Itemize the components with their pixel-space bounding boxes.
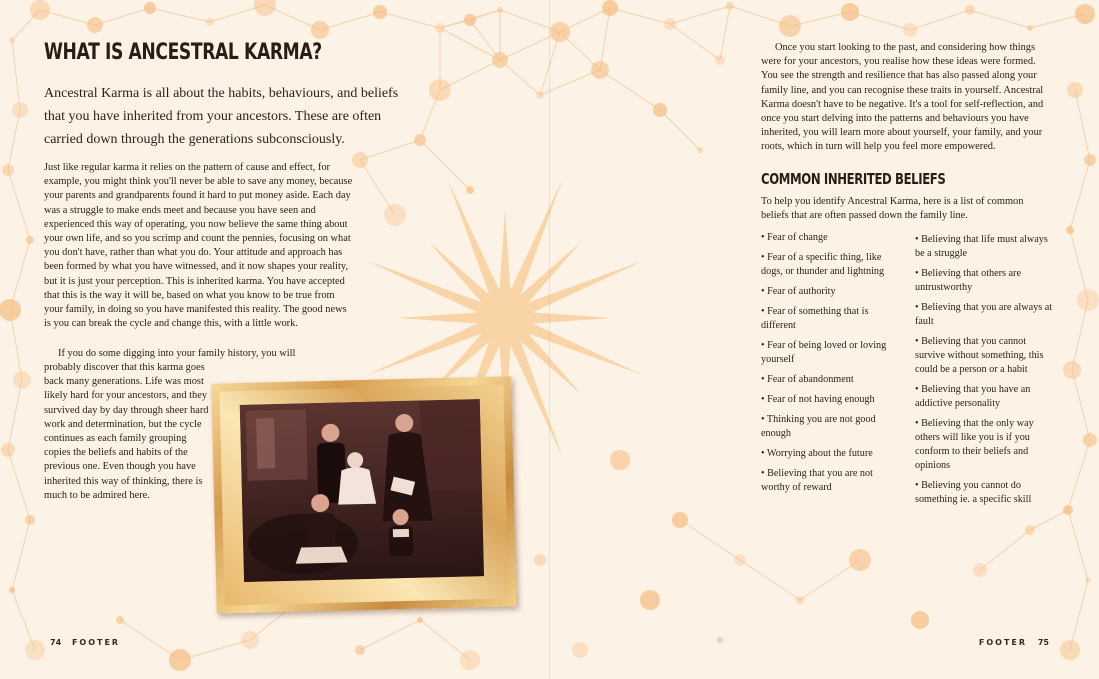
page-number-right: 75 [1037, 638, 1049, 647]
list-item: • Fear of something that is different [761, 306, 869, 331]
body-paragraph-2-start: If you do some digging into your family history, you will [58, 348, 296, 359]
page-number-left: 74 [50, 638, 62, 647]
beliefs-intro: To help you identify Ancestral Karma, here is a list of common beliefs that are often passed down the family line. [761, 196, 1024, 222]
list-item: • Believing that others are untrustworthy [915, 268, 1021, 293]
list-item: • Fear of authority [761, 286, 836, 297]
intro-paragraph: Ancestral Karma is all about the habits, behaviours, and beliefs that you have inherited from your ancestors. These are often carried down through the generations subconsciously. [44, 86, 399, 147]
list-item: • Believing that the only way others will like you is if you conform to their beliefs and opinions [915, 418, 1034, 471]
list-item: • Fear of being loved or loving yourself [761, 340, 887, 365]
footer-right [979, 638, 1055, 647]
section-heading: COMMON INHERITED BELIEFS [761, 170, 946, 188]
list-item: • Believing that you are always at fault [915, 302, 1053, 327]
right-body-paragraph: Once you start looking to the past, and considering how things were for your ancestors, you realise how these ideas were formed. You see the strength and resilience that has also passed along your family line, and you can recognise these traits in yourself. Ancestral Karma doesn't have to be negative. It's a tool for self-reflection, and once you start delving into the patterns and behaviours you have inherited, you will learn more about yourself, your family, and your roots, which in turn will help you feel more empowered. [761, 42, 1044, 153]
list-item: • Believing that you are not worthy of reward [761, 468, 873, 493]
list-item: • Believing that you have an addictive personality [915, 384, 1031, 409]
list-item: • Worrying about the future [761, 448, 873, 459]
body-paragraph-2: probably discover that this karma goes back many generations. Life was most likely hard for your ancestors, and they survived day by day through sheer hard work and determination, but the cycle continues as each family grouping copies the beliefs and habits of the previous one. Even though you have inherited this way of thinking, there is much to be admired here. [44, 362, 209, 501]
list-item: • Fear of not having enough [761, 394, 875, 405]
beliefs-list-left [761, 231, 901, 501]
list-item: • Fear of a specific thing, like dogs, or thunder and lightning [761, 252, 885, 277]
list-item: • Believing that you cannot survive without something, this could be a person or a habit [915, 336, 1044, 375]
list-item: • Thinking you are not good enough [761, 414, 876, 439]
list-item: • Believing that life must always be a struggle [915, 234, 1048, 259]
family-photo [240, 399, 484, 582]
list-item: • Believing you cannot do something ie. a specific skill [915, 480, 1032, 505]
body-paragraph-1: Just like regular karma it relies on the pattern of cause and effect, for example, you might think you'll never be able to save any money, because your parents and grandparents found it hard to put money aside. Each day was a struggle to make ends meet and because you have seen and experienced this way of operating, you now believe the same thing about your own life, and so you scrimp and count the pennies, focusing on what you don't have, rather than what you do. Your attitude and approach has been formed by what you have witnessed, and it now shapes your reality, but it is just your perception. This is inherited karma. You have accepted that this is the way it will be, based on what you know to be true from your family, in doing so you have manifested this reality. The good news is you can break the cycle and change this, with a little work. [44, 162, 353, 330]
beliefs-list-right [915, 233, 1057, 513]
page-title: WHAT IS ANCESTRAL KARMA? [44, 40, 322, 65]
list-item: • Fear of change [761, 232, 828, 243]
footer-label-left: FOOTER [71, 638, 121, 647]
footer-left [44, 638, 120, 647]
list-item: • Fear of abandonment [761, 374, 854, 385]
family-photo-frame [211, 376, 517, 613]
page-gutter [549, 0, 550, 679]
footer-label-right: FOOTER [978, 638, 1028, 647]
